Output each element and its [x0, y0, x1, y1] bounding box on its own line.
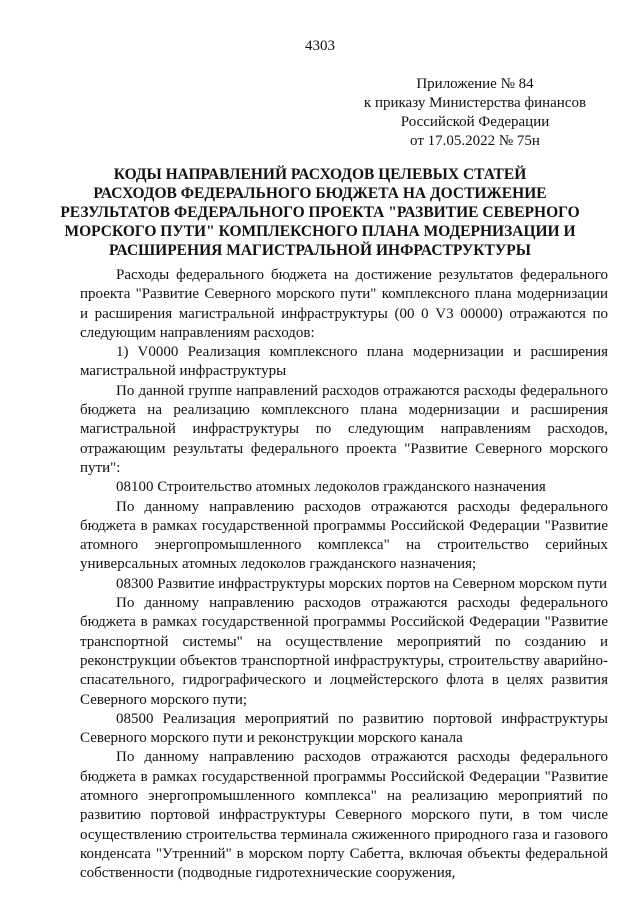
appendix-reference [360, 75, 590, 151]
title-line: КОДЫ НАПРАВЛЕНИЙ РАСХОДОВ ЦЕЛЕВЫХ СТАТЕЙ [113, 166, 527, 183]
paragraph-code-08100: 08100 Строительство атомных ледоколов гражданского назначения [116, 479, 546, 496]
title-line: РЕЗУЛЬТАТОВ ФЕДЕРАЛЬНОГО ПРОЕКТА "РАЗВИТИЕ СЕВЕРНОГО [60, 204, 580, 221]
paragraph-08300-description: По данному направлению расходов отражаются расходы федерального бюджета в рамках государственной программы Российской Федерации "Развитие транспортной системы" на осуществление мероприятий по созданию и реконструкции объектов транспортной инфраструктуры, строительству аварийно-спасательного, гидрографического и лоцмейстерского флота в целях развития Северного морского пути; [80, 595, 608, 708]
title-line: РАСШИРЕНИЯ МАГИСТРАЛЬНОЙ ИНФРАСТРУКТУРЫ [109, 242, 531, 259]
title-line: РАСХОДОВ ФЕДЕРАЛЬНОГО БЮДЖЕТА НА ДОСТИЖЕНИЕ [93, 185, 547, 202]
page-number: 4303 [305, 38, 335, 54]
paragraph-code-08300: 08300 Развитие инфраструктуры морских портов на Северном морском пути [116, 575, 608, 592]
paragraph-08100-description: По данному направлению расходов отражаются расходы федерального бюджета в рамках государственной программы Российской Федерации "Развитие атомного энергопромышленного комплекса" на строительство серийных универсальных атомных ледоколов гражданского назначения; [80, 498, 608, 573]
paragraph-group-v0000: 1) V0000 Реализация комплексного плана модернизации и расширения магистральной инфраструктуры [80, 344, 608, 380]
paragraph-group-description: По данной группе направлений расходов отражаются расходы федерального бюджета на реализацию комплексного плана модернизации и расширения магистральной инфраструктуры по следующим направлениям расходов, отражающим результаты федерального проекта "Развитие Северного морского пути": [80, 382, 608, 476]
paragraph-code-08500: 08500 Реализация мероприятий по развитию портовой инфраструктуры Северного морского пути и реконструкции морского канала [80, 710, 608, 747]
document-body [80, 266, 608, 884]
title-line: МОРСКОГО ПУТИ" КОМПЛЕКСНОГО ПЛАНА МОДЕРНИЗАЦИИ И [64, 223, 576, 240]
paragraph-08500-description: По данному направлению расходов отражаются расходы федерального бюджета в рамках государственной программы Российской Федерации "Развитие атомного энергопромышленного комплекса" на реализацию мероприятий по развитию портовой инфраструктуры Северного морского пути, в том числе осуществлению строительства терминала сжиженного природного газа и газового конденсата "Утренний" в морском порту Сабетта, включая объекты федеральной собственности (подводные гидротехнические сооружения, [80, 749, 608, 882]
paragraph-intro: Расходы федерального бюджета на достижение результатов федерального проекта "Развитие Северного морского пути" комплексного плана модернизации и расширения магистральной инфраструктуры (00 0 V3 00000) отражаются по следующим направлениям расходов: [80, 267, 608, 341]
appendix-line: от 17.05.2022 № 75н [410, 133, 540, 149]
appendix-line: Российской Федерации [400, 114, 550, 130]
document-title [60, 165, 580, 260]
appendix-line: Приложение № 84 [416, 76, 534, 92]
appendix-line: к приказу Министерства финансов [363, 95, 587, 111]
